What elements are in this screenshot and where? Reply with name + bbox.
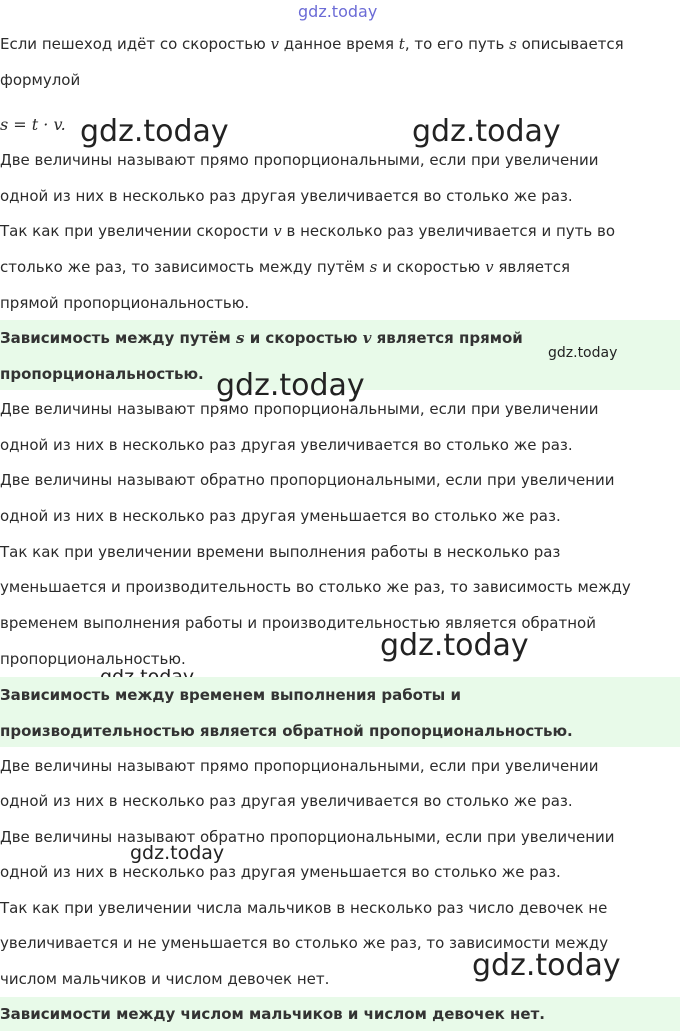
- definition-direct: Две величины называют прямо пропорциональными, если при увеличении: [0, 400, 599, 418]
- reasoning-paragraph: столько же раз, то зависимость между путём s и скоростью v является: [0, 258, 571, 276]
- definition-inverse: Две величины называют обратно пропорциональными, если при увеличении: [0, 471, 615, 489]
- definition-inverse: Две величины называют обратно пропорциональными, если при увеличении: [0, 828, 615, 846]
- definition-direct: одной из них в несколько раз другая увеличивается во столько же раз.: [0, 792, 573, 810]
- watermark: gdz.today: [130, 842, 225, 864]
- reasoning-paragraph: уменьшается и производительность во столько же раз, то зависимость между: [0, 578, 631, 596]
- reasoning-paragraph: пропорциональностью.: [0, 650, 186, 668]
- watermark: gdz.today: [216, 368, 365, 403]
- watermark-top: gdz.today: [298, 2, 378, 21]
- reasoning-paragraph: Так как при увеличении числа мальчиков в несколько раз число девочек не: [0, 899, 608, 917]
- intro-paragraph: Если пешеход идёт со скоростью v данное время t, то его путь s описывается: [0, 35, 624, 53]
- reasoning-paragraph: временем выполнения работы и производительностью является обратной: [0, 614, 596, 632]
- reasoning-paragraph: увеличивается и не уменьшается во столько же раз, то зависимости между: [0, 934, 609, 952]
- answer-box: Зависимость между путём s и скоростью v является прямой пропорциональностью.: [0, 320, 680, 390]
- reasoning-paragraph: Так как при увеличении скорости v в несколько раз увеличивается и путь во: [0, 222, 616, 240]
- watermark: gdz.today: [80, 114, 229, 149]
- definition-direct: одной из них в несколько раз другая увеличивается во столько же раз.: [0, 436, 573, 454]
- definition-direct: одной из них в несколько раз другая увеличивается во столько же раз.: [0, 187, 573, 205]
- definition-inverse: одной из них в несколько раз другая уменьшается во столько же раз.: [0, 507, 561, 525]
- definition-direct: Две величины называют прямо пропорциональными, если при увеличении: [0, 757, 599, 775]
- intro-paragraph-line2: формулой: [0, 71, 81, 89]
- definition-direct: Две величины называют прямо пропорциональными, если при увеличении: [0, 151, 599, 169]
- watermark: gdz.today: [548, 345, 618, 361]
- watermark: gdz.today: [380, 628, 529, 663]
- reasoning-paragraph: числом мальчиков и числом девочек нет.: [0, 970, 330, 988]
- answer-box: Зависимости между числом мальчиков и числом девочек нет.: [0, 997, 680, 1031]
- definition-inverse: одной из них в несколько раз другая уменьшается во столько же раз.: [0, 863, 561, 881]
- watermark: gdz.today: [412, 114, 561, 149]
- answer-box: Зависимость между временем выполнения работы и производительностью является обратной пропорциональностью.: [0, 677, 680, 747]
- watermark: gdz.today: [472, 948, 621, 983]
- path-formula: s = t · v.: [0, 115, 66, 134]
- reasoning-paragraph: Так как при увеличении времени выполнения работы в несколько раз: [0, 543, 561, 561]
- reasoning-paragraph: прямой пропорциональностью.: [0, 294, 250, 312]
